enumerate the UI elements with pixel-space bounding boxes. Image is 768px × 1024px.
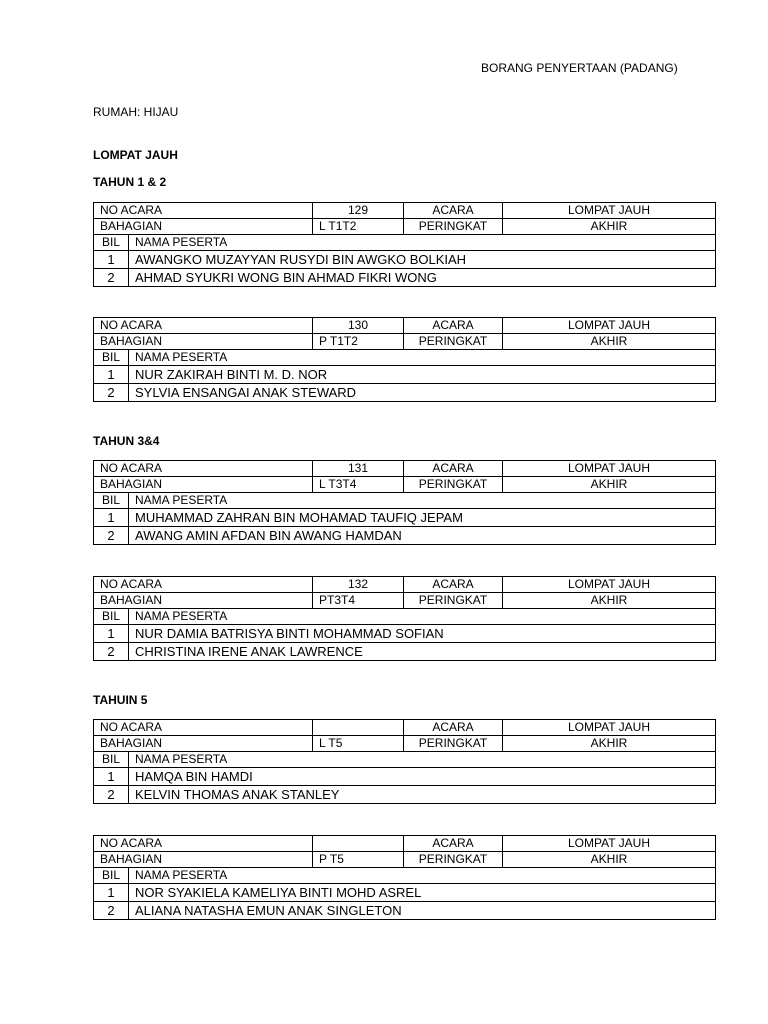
entry-table	[93, 202, 716, 287]
acara-value: LOMPAT JAUH	[503, 577, 716, 593]
participant-number: 2	[94, 643, 129, 661]
peringkat-value: AKHIR	[503, 477, 716, 493]
acara-label: ACARA	[404, 318, 503, 334]
participant-number: 2	[94, 902, 129, 920]
entry-table	[93, 460, 716, 545]
acara-value: LOMPAT JAUH	[503, 720, 716, 736]
participant-number: 1	[94, 884, 129, 902]
bahagian-value: P T5	[313, 852, 404, 868]
participant-name: SYLVIA ENSANGAI ANAK STEWARD	[129, 384, 716, 402]
bahagian-value: L T3T4	[313, 477, 404, 493]
no-acara-value	[313, 836, 404, 852]
peringkat-value: AKHIR	[503, 593, 716, 609]
acara-label: ACARA	[404, 461, 503, 477]
bil-label: BIL	[94, 235, 129, 251]
peringkat-label: PERINGKAT	[404, 477, 503, 493]
participant-number: 2	[94, 384, 129, 402]
entry-table	[93, 719, 716, 804]
bil-label: BIL	[94, 752, 129, 768]
nama-peserta-label: NAMA PESERTA	[129, 235, 716, 251]
peringkat-label: PERINGKAT	[404, 593, 503, 609]
bahagian-value: P T1T2	[313, 334, 404, 350]
acara-label: ACARA	[404, 203, 503, 219]
acara-label: ACARA	[404, 577, 503, 593]
bil-label: BIL	[94, 609, 129, 625]
house-label: RUMAH: HIJAU	[93, 105, 179, 119]
bahagian-label: BAHAGIAN	[94, 477, 313, 493]
participant-name: AHMAD SYUKRI WONG BIN AHMAD FIKRI WONG	[129, 269, 716, 287]
peringkat-value: AKHIR	[503, 219, 716, 235]
participant-name: ALIANA NATASHA EMUN ANAK SINGLETON	[129, 902, 716, 920]
peringkat-value: AKHIR	[503, 334, 716, 350]
entry-table	[93, 576, 716, 661]
acara-value: LOMPAT JAUH	[503, 318, 716, 334]
acara-value: LOMPAT JAUH	[503, 836, 716, 852]
bil-label: BIL	[94, 350, 129, 366]
bahagian-value: L T5	[313, 736, 404, 752]
peringkat-label: PERINGKAT	[404, 736, 503, 752]
no-acara-value: 130	[313, 318, 404, 334]
participant-name: KELVIN THOMAS ANAK STANLEY	[129, 786, 716, 804]
participant-number: 2	[94, 786, 129, 804]
no-acara-label: NO ACARA	[94, 318, 313, 334]
peringkat-value: AKHIR	[503, 736, 716, 752]
participant-number: 1	[94, 768, 129, 786]
bahagian-label: BAHAGIAN	[94, 852, 313, 868]
participant-name: MUHAMMAD ZAHRAN BIN MOHAMAD TAUFIQ JEPAM	[129, 509, 716, 527]
bahagian-label: BAHAGIAN	[94, 736, 313, 752]
acara-value: LOMPAT JAUH	[503, 203, 716, 219]
participant-number: 2	[94, 527, 129, 545]
participant-name: CHRISTINA IRENE ANAK LAWRENCE	[129, 643, 716, 661]
participant-name: AWANGKO MUZAYYAN RUSYDI BIN AWGKO BOLKIAH	[129, 251, 716, 269]
section-heading: TAHUIN 5	[93, 693, 148, 707]
entry-table	[93, 317, 716, 402]
participant-name: NUR ZAKIRAH BINTI M. D. NOR	[129, 366, 716, 384]
no-acara-label: NO ACARA	[94, 836, 313, 852]
participant-name: NOR SYAKIELA KAMELIYA BINTI MOHD ASREL	[129, 884, 716, 902]
participant-number: 1	[94, 625, 129, 643]
form-title: BORANG PENYERTAAN (PADANG)	[481, 61, 678, 75]
bahagian-label: BAHAGIAN	[94, 334, 313, 350]
no-acara-value: 129	[313, 203, 404, 219]
section-heading: TAHUN 3&4	[93, 434, 160, 448]
peringkat-label: PERINGKAT	[404, 334, 503, 350]
bil-label: BIL	[94, 868, 129, 884]
participant-name: NUR DAMIA BATRISYA BINTI MOHAMMAD SOFIAN	[129, 625, 716, 643]
no-acara-label: NO ACARA	[94, 720, 313, 736]
no-acara-label: NO ACARA	[94, 461, 313, 477]
participant-name: HAMQA BIN HAMDI	[129, 768, 716, 786]
no-acara-value	[313, 720, 404, 736]
acara-label: ACARA	[404, 836, 503, 852]
acara-label: ACARA	[404, 720, 503, 736]
event-title: LOMPAT JAUH	[93, 148, 178, 162]
entry-table	[93, 835, 716, 920]
no-acara-label: NO ACARA	[94, 577, 313, 593]
section-heading: TAHUN 1 & 2	[93, 175, 167, 189]
nama-peserta-label: NAMA PESERTA	[129, 350, 716, 366]
bahagian-value: L T1T2	[313, 219, 404, 235]
participant-number: 1	[94, 509, 129, 527]
participant-number: 1	[94, 366, 129, 384]
nama-peserta-label: NAMA PESERTA	[129, 609, 716, 625]
participant-number: 2	[94, 269, 129, 287]
peringkat-label: PERINGKAT	[404, 852, 503, 868]
nama-peserta-label: NAMA PESERTA	[129, 493, 716, 509]
no-acara-label: NO ACARA	[94, 203, 313, 219]
bahagian-value: PT3T4	[313, 593, 404, 609]
nama-peserta-label: NAMA PESERTA	[129, 868, 716, 884]
nama-peserta-label: NAMA PESERTA	[129, 752, 716, 768]
peringkat-label: PERINGKAT	[404, 219, 503, 235]
participant-number: 1	[94, 251, 129, 269]
bahagian-label: BAHAGIAN	[94, 593, 313, 609]
no-acara-value: 131	[313, 461, 404, 477]
participant-name: AWANG AMIN AFDAN BIN AWANG HAMDAN	[129, 527, 716, 545]
peringkat-value: AKHIR	[503, 852, 716, 868]
bil-label: BIL	[94, 493, 129, 509]
bahagian-label: BAHAGIAN	[94, 219, 313, 235]
acara-value: LOMPAT JAUH	[503, 461, 716, 477]
no-acara-value: 132	[313, 577, 404, 593]
